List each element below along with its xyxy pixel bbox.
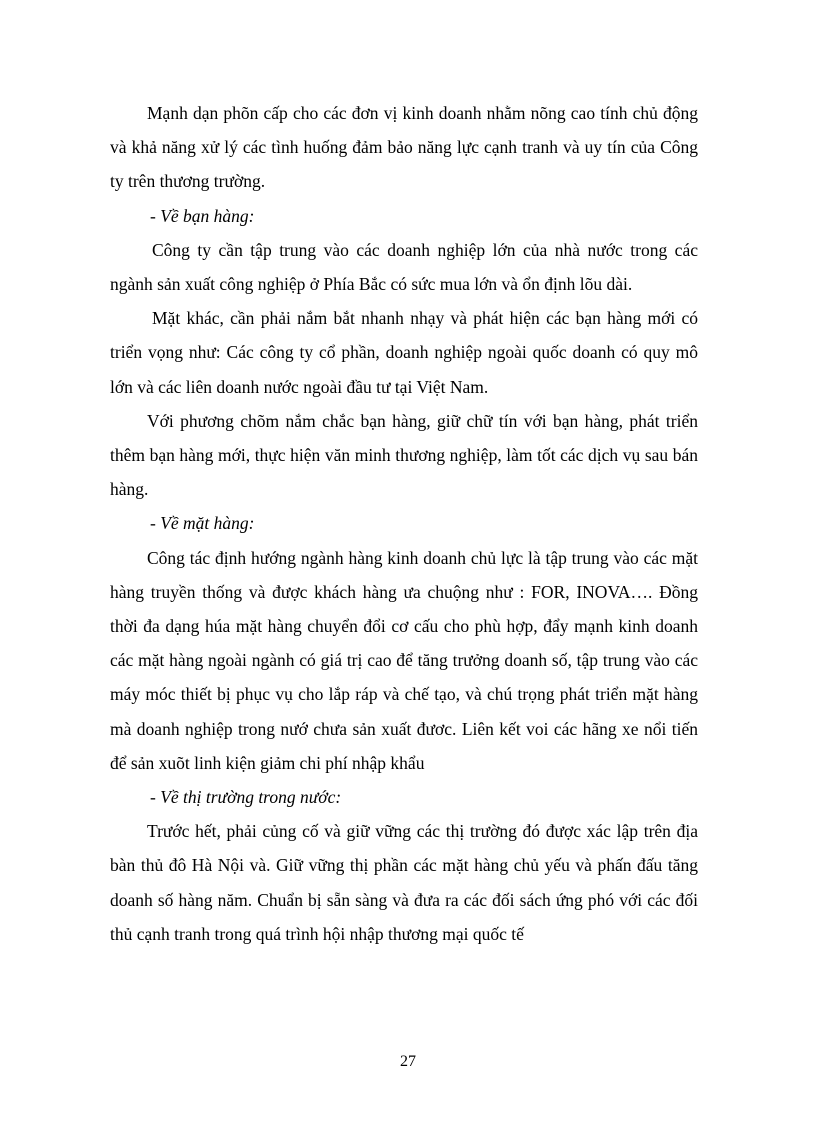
paragraph-new-partners: Mặt khác, cần phải nắm bắt nhanh nhạy và phát hiện các bạn hàng mới có triển vọng như: Các công ty cổ phần, doanh nghiệp ngoài quốc doanh có quy mô lớn và các liên doanh nước ngoài đầu tư tại Việt Nam. (110, 308, 698, 397)
paragraph-domestic-market: Trước hết, phải củng cố và giữ vững các thị trường đó được xác lập trên địa bàn thủ đô Hà Nội và. Giữ vững thị phần các mặt hàng chủ yếu và phấn đấu tăng doanh số hàng năm. Chuẩn bị sẵn sàng và đưa ra các đối sách ứng phó với các đối thủ cạnh tranh trong quá trình hội nhập thương mại quốc tế (110, 821, 698, 944)
page-body (110, 96, 698, 951)
paragraph-product-orientation: Công tác định hướng ngành hàng kinh doanh chủ lực là tập trung vào các mặt hàng truyền thống và được khách hàng ưa chuộng như : FOR, INOVA…. Đồng thời đa dạng húa mặt hàng chuyển đổi cơ cấu cho phù hợp, đẩy mạnh kinh doanh các mặt hàng ngoài ngành có giá trị cao để tăng trưởng doanh số, tập trung vào các máy móc thiết bị phục vụ cho lắp ráp và chế tạo, và chú trọng phát triển mặt hàng mà doanh nghiệp trong nướ chưa sản xuất đươc. Liên kết voi các hãng xe nổi tiến để sản xuõt linh kiện giảm chi phí nhập khẩu (110, 547, 698, 773)
paragraph-large-enterprises: Công ty cần tập trung vào các doanh nghiệp lớn của nhà nước trong các ngành sản xuất công nghiệp ở Phía Bắc có sức mua lớn và ổn định lõu dài. (110, 239, 698, 295)
paragraph-partner-policy: Với phương chõm nắm chắc bạn hàng, giữ chữ tín với bạn hàng, phát triển thêm bạn hàng mới, thực hiện văn minh thương nghiệp, làm tốt các dịch vụ sau bán hàng. (110, 410, 698, 500)
heading-products: - Về mặt hàng: (150, 513, 255, 534)
page-number: 27 (400, 1053, 416, 1070)
heading-domestic-market: - Về thị trường trong nước: (150, 787, 342, 808)
paragraph-decentralization: Mạnh dạn phõn cấp cho các đơn vị kinh doanh nhằm nõng cao tính chủ động và khả năng xử lý các tình huống đảm bảo năng lực cạnh tranh và uy tín của Công ty trên thương trường. (110, 103, 698, 192)
heading-partners: - Về bạn hàng: (150, 205, 255, 226)
